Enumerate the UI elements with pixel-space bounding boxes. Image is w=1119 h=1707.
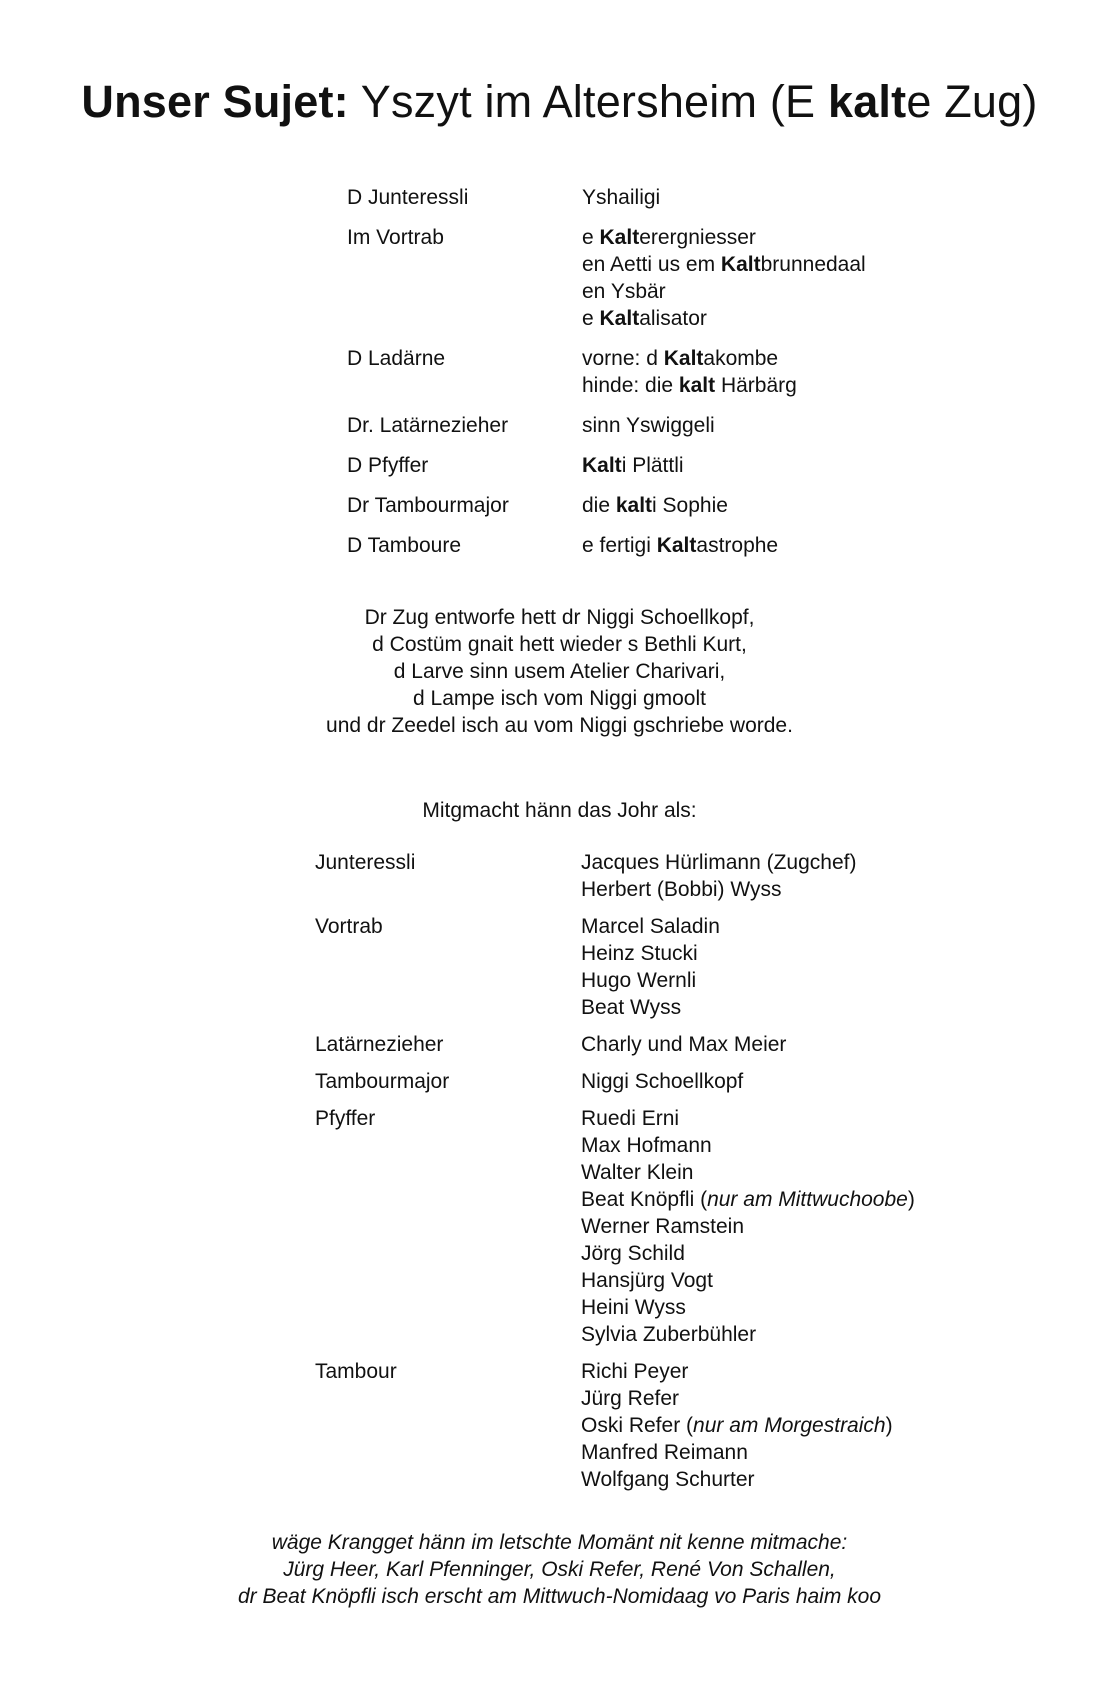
theme-entry-text-end: astrophe bbox=[696, 534, 779, 557]
theme-entry-emphasis: Kalt bbox=[663, 347, 704, 370]
member-role: Tambour bbox=[315, 1360, 397, 1383]
member-entry-line bbox=[581, 1412, 1015, 1439]
member-entry-line bbox=[581, 849, 1015, 876]
member-role: Junteressli bbox=[315, 851, 416, 874]
theme-entry-line bbox=[582, 224, 947, 251]
theme-entry-emphasis: Kalt bbox=[720, 253, 761, 276]
member-entry-line bbox=[581, 1385, 1015, 1412]
member-entry-text: Manfred Reimann bbox=[581, 1441, 748, 1464]
member-entry-text: Oski Refer ( bbox=[581, 1414, 694, 1437]
theme-role: D Tamboure bbox=[347, 534, 462, 557]
member-entry-line bbox=[581, 1294, 1015, 1321]
credits-line: d Larve sinn usem Atelier Charivari, bbox=[393, 660, 726, 683]
theme-role: D Pfyffer bbox=[347, 454, 429, 477]
theme-entry-emphasis: Kalt bbox=[656, 534, 697, 557]
member-entry-text: Jörg Schild bbox=[581, 1242, 685, 1265]
footer-line: wäge Krangget hänn im letschte Momänt nit kenne mitmache: bbox=[271, 1531, 848, 1554]
member-row bbox=[315, 1105, 1015, 1348]
member-entry-line bbox=[581, 913, 1015, 940]
member-entry-text: Marcel Saladin bbox=[581, 915, 720, 938]
theme-entry-text: sinn Yswiggeli bbox=[582, 414, 715, 437]
theme-entry-text: e fertigi bbox=[582, 534, 657, 557]
member-entry-text: Sylvia Zuberbühler bbox=[581, 1323, 757, 1346]
theme-entry-line bbox=[582, 452, 947, 479]
member-entries bbox=[581, 1358, 1015, 1493]
footer-line: dr Beat Knöpfli isch erscht am Mittwuch-Nomidaag vo Paris haim koo bbox=[237, 1585, 882, 1608]
member-entries bbox=[581, 1031, 1015, 1058]
member-entry-line bbox=[581, 1439, 1015, 1466]
footer-note bbox=[0, 1529, 1119, 1610]
member-entry-text: Niggi Schoellkopf bbox=[581, 1070, 744, 1093]
theme-row bbox=[347, 224, 947, 332]
member-entry-text: Max Hofmann bbox=[581, 1134, 712, 1157]
title-bold-prefix: Unser Sujet: bbox=[81, 76, 349, 127]
member-entry-text: Hansjürg Vogt bbox=[581, 1269, 713, 1292]
theme-entry-text-end: i Plättli bbox=[621, 454, 684, 477]
theme-row bbox=[347, 184, 947, 211]
theme-entry-text: vorne: d bbox=[582, 347, 664, 370]
theme-entry-text: die bbox=[582, 494, 616, 517]
member-row bbox=[315, 913, 1015, 1021]
title-bold-word: kalt bbox=[827, 76, 907, 127]
member-row bbox=[315, 1358, 1015, 1493]
theme-entry-emphasis: kalt bbox=[615, 494, 653, 517]
member-entry-line bbox=[581, 1213, 1015, 1240]
theme-entry-text: en Ysbär bbox=[582, 280, 666, 303]
theme-role: Im Vortrab bbox=[347, 226, 444, 249]
theme-row bbox=[347, 532, 947, 559]
member-entry-line bbox=[581, 1240, 1015, 1267]
member-entries bbox=[581, 1068, 1015, 1095]
theme-entry-line bbox=[582, 345, 947, 372]
theme-role: D Ladärne bbox=[347, 347, 446, 370]
member-entry-line bbox=[581, 994, 1015, 1021]
member-entry-text: Richi Peyer bbox=[581, 1360, 689, 1383]
member-entry-text: Ruedi Erni bbox=[581, 1107, 680, 1130]
theme-entries bbox=[582, 492, 947, 519]
credits-line: und dr Zeedel isch au vom Niggi gschriebe worde. bbox=[326, 714, 793, 737]
theme-entries bbox=[582, 532, 947, 559]
theme-row bbox=[347, 345, 947, 399]
credits-line: d Costüm gnait hett wieder s Bethli Kurt, bbox=[372, 633, 747, 656]
theme-row bbox=[347, 492, 947, 519]
member-entry-line bbox=[581, 1031, 1015, 1058]
credits-line: Dr Zug entworfe hett dr Niggi Schoellkopf, bbox=[364, 606, 755, 629]
theme-entry-text-end: alisator bbox=[639, 307, 707, 330]
theme-entry-text-end: akombe bbox=[703, 347, 779, 370]
member-role: Latärnezieher bbox=[315, 1033, 444, 1056]
member-entry-text: Jürg Refer bbox=[581, 1387, 680, 1410]
theme-entry-emphasis: Kalt bbox=[599, 307, 640, 330]
theme-entry-text: en Aetti us em bbox=[582, 253, 721, 276]
member-role: Tambourmajor bbox=[315, 1070, 450, 1093]
member-entry-text: Herbert (Bobbi) Wyss bbox=[581, 878, 782, 901]
member-entry-line bbox=[581, 1068, 1015, 1095]
member-entry-text: Beat Knöpfli ( bbox=[581, 1188, 708, 1211]
theme-entry-text: Yshailigi bbox=[582, 186, 661, 209]
member-entries bbox=[581, 1105, 1015, 1348]
member-entry-text: Heinz Stucki bbox=[581, 942, 698, 965]
member-entry-text: Hugo Wernli bbox=[581, 969, 697, 992]
member-entry-text: Charly und Max Meier bbox=[581, 1033, 787, 1056]
theme-row bbox=[347, 452, 947, 479]
theme-entry-emphasis: kalt bbox=[678, 374, 716, 397]
member-entry-text: Werner Ramstein bbox=[581, 1215, 744, 1238]
theme-entry-line bbox=[582, 251, 947, 278]
member-entry-line bbox=[581, 1132, 1015, 1159]
member-role: Vortrab bbox=[315, 915, 383, 938]
member-entries bbox=[581, 849, 1015, 903]
member-entry-text: Wolfgang Schurter bbox=[581, 1468, 755, 1491]
member-entry-text-end: ) bbox=[907, 1188, 915, 1211]
member-row bbox=[315, 1031, 1015, 1058]
member-entry-line bbox=[581, 1186, 1015, 1213]
member-entry-line bbox=[581, 967, 1015, 994]
member-entry-line bbox=[581, 876, 1015, 903]
theme-entries bbox=[582, 345, 947, 399]
theme-entry-line bbox=[582, 305, 947, 332]
theme-entry-text: hinde: die bbox=[582, 374, 679, 397]
page-title bbox=[0, 74, 1119, 130]
member-role: Pfyffer bbox=[315, 1107, 376, 1130]
title-text-end: e Zug) bbox=[906, 76, 1038, 127]
member-entry-text: Jacques Hürlimann (Zugchef) bbox=[581, 851, 857, 874]
theme-entry-text-end: brunnedaal bbox=[760, 253, 866, 276]
theme-entry-line bbox=[582, 372, 947, 399]
member-entry-line bbox=[581, 1105, 1015, 1132]
theme-entries bbox=[582, 224, 947, 332]
theme-role: Dr. Latärnezieher bbox=[347, 414, 509, 437]
member-row bbox=[315, 849, 1015, 903]
member-entry-line bbox=[581, 1321, 1015, 1348]
theme-role: D Junteressli bbox=[347, 186, 469, 209]
theme-entries bbox=[582, 184, 947, 211]
member-entry-emphasis: nur am Morgestraich bbox=[693, 1414, 886, 1437]
member-entry-text: Heini Wyss bbox=[581, 1296, 686, 1319]
theme-entry-text-end: erergniesser bbox=[639, 226, 756, 249]
theme-entry-text-end: i Sophie bbox=[652, 494, 728, 517]
member-entry-text-end: ) bbox=[885, 1414, 893, 1437]
title-text: Yszyt im Altersheim (E bbox=[348, 76, 828, 127]
theme-entries bbox=[582, 452, 947, 479]
member-entry-line bbox=[581, 1267, 1015, 1294]
members-table bbox=[315, 849, 1015, 1503]
member-row bbox=[315, 1068, 1015, 1095]
member-entries bbox=[581, 913, 1015, 1021]
theme-entry-line bbox=[582, 412, 947, 439]
theme-entries bbox=[582, 412, 947, 439]
theme-entry-text-end: Härbärg bbox=[715, 374, 797, 397]
member-entry-line bbox=[581, 1358, 1015, 1385]
member-entry-text: Walter Klein bbox=[581, 1161, 694, 1184]
footer-line: Jürg Heer, Karl Pfenninger, Oski Refer, René Von Schallen, bbox=[283, 1558, 836, 1581]
theme-role: Dr Tambourmajor bbox=[347, 494, 509, 517]
member-entry-text: Beat Wyss bbox=[581, 996, 682, 1019]
theme-entry-emphasis: Kalt bbox=[582, 454, 622, 477]
theme-entry-line bbox=[582, 184, 947, 211]
theme-entry-emphasis: Kalt bbox=[599, 226, 640, 249]
theme-row bbox=[347, 412, 947, 439]
theme-entry-line bbox=[582, 532, 947, 559]
credits-block bbox=[0, 604, 1119, 739]
credits-line: d Lampe isch vom Niggi gmoolt bbox=[413, 687, 706, 710]
member-entry-emphasis: nur am Mittwuchoobe bbox=[707, 1188, 908, 1211]
theme-entry-text: e bbox=[582, 226, 600, 249]
members-heading: Mitgmacht hänn das Johr als: bbox=[422, 799, 697, 822]
theme-table bbox=[347, 184, 947, 572]
theme-entry-text: e bbox=[582, 307, 600, 330]
theme-entry-line bbox=[582, 278, 947, 305]
member-entry-line bbox=[581, 1466, 1015, 1493]
theme-entry-line bbox=[582, 492, 947, 519]
member-entry-line bbox=[581, 940, 1015, 967]
member-entry-line bbox=[581, 1159, 1015, 1186]
